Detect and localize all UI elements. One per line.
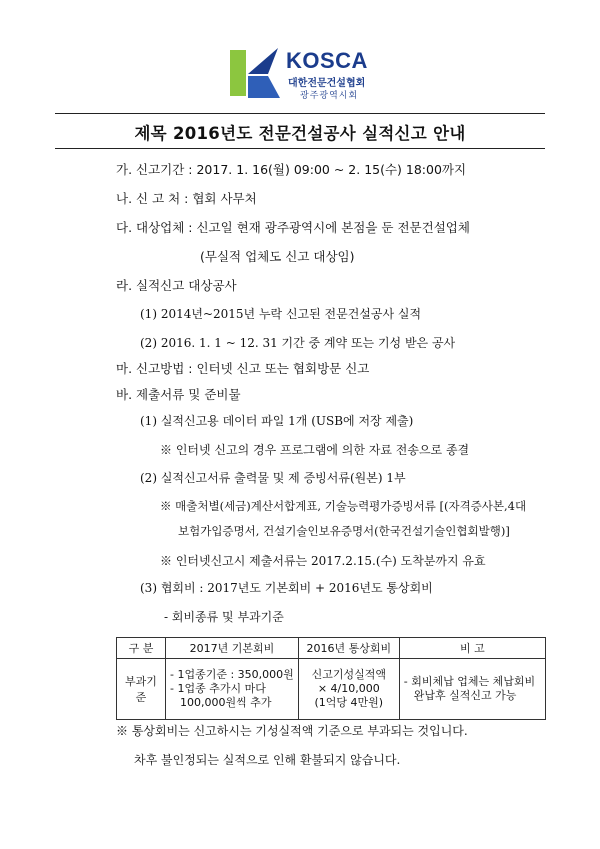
fee-basic-line: - 1업종 추가시 마다 bbox=[170, 682, 266, 695]
fee-table-row bbox=[117, 659, 546, 720]
fee-normal-line: 신고기성실적액 bbox=[311, 668, 386, 681]
fee-basic-line: - 1업종기준 : 350,000원 bbox=[170, 668, 294, 681]
item-docs: 바. 제출서류 및 준비물 bbox=[116, 387, 241, 402]
item-works: 라. 실적신고 대상공사 bbox=[116, 278, 237, 293]
title-rule-bottom bbox=[55, 148, 545, 149]
fee-basic-cell bbox=[166, 659, 299, 720]
item-docs-3-sub: - 회비종류 및 부과기준 bbox=[164, 610, 284, 624]
logo-branch: 광주광역시회 bbox=[300, 91, 359, 101]
footer-note-1: ※ 통상회비는 신고하시는 기성실적액 기준으로 부과되는 것입니다. bbox=[116, 724, 468, 738]
fee-remark-line: - 회비체납 업체는 체납회비 bbox=[403, 675, 536, 688]
fee-header-remark: 비 고 bbox=[399, 638, 545, 659]
item-period: 가. 신고기간 : 2017. 1. 16(월) 09:00 ~ 2. 15(수) 18:00까지 bbox=[116, 162, 467, 177]
item-target-note: (무실적 업체도 신고 대상임) bbox=[200, 249, 355, 264]
item-target: 다. 대상업체 : 신고일 현재 광주광역시에 본점을 둔 전문건설업체 bbox=[116, 220, 470, 235]
fee-header-basic: 2017년 기본회비 bbox=[166, 638, 299, 659]
logo-name: KOSCA bbox=[286, 48, 368, 73]
document-title: 제목 2016년도 전문건설공사 실적신고 안내 bbox=[134, 124, 466, 143]
fee-normal-line: (1억당 4만원) bbox=[314, 696, 384, 709]
kosca-logo bbox=[226, 44, 376, 104]
fee-remark-line: 완납후 실적신고 가능 bbox=[413, 689, 517, 702]
fee-table bbox=[116, 637, 546, 720]
fee-normal-line: × 4/10,000 bbox=[317, 682, 380, 695]
item-method: 마. 신고방법 : 인터넷 신고 또는 협회방문 신고 bbox=[116, 361, 370, 376]
item-docs-2-note1: ※ 매출처별(세금)계산서합계표, 기술능력평가증빙서류 [(자격증사본,4대 bbox=[160, 499, 527, 513]
item-office: 나. 신 고 처 : 협회 사무처 bbox=[116, 191, 257, 206]
kosca-logo-mark-icon bbox=[226, 44, 284, 102]
fee-row-label: 부과기준 bbox=[117, 659, 166, 720]
fee-basic-line: 100,000원씩 추가 bbox=[180, 696, 272, 709]
fee-header-normal: 2016년 통상회비 bbox=[298, 638, 399, 659]
item-docs-2-note1b: 보험가입증명서, 건설기술인보유증명서(한국건설기술인협회발행)] bbox=[178, 524, 510, 538]
fee-normal-cell bbox=[298, 659, 399, 720]
item-works-2: (2) 2016. 1. 1 ~ 12. 31 기간 중 계약 또는 기성 받은 공사 bbox=[140, 336, 456, 350]
footer-note-2: 차후 불인정되는 실적으로 인해 환불되지 않습니다. bbox=[134, 753, 401, 767]
logo-org: 대한전문건설협회 bbox=[288, 78, 366, 89]
item-works-1: (1) 2014년~2015년 누락 신고된 전문건설공사 실적 bbox=[140, 307, 422, 321]
item-docs-1: (1) 실적신고용 데이터 파일 1개 (USB에 저장 제출) bbox=[140, 414, 414, 428]
fee-table-header-row bbox=[117, 638, 546, 659]
title-rule-top bbox=[55, 113, 545, 114]
item-docs-3: (3) 협회비 : 2017년도 기본회비 + 2016년도 통상회비 bbox=[140, 581, 433, 595]
fee-remark-cell bbox=[399, 659, 545, 720]
item-docs-1-note: ※ 인터넷 신고의 경우 프로그램에 의한 자료 전송으로 종결 bbox=[160, 443, 470, 457]
item-docs-2-note2: ※ 인터넷신고시 제출서류는 2017.2.15.(수) 도착분까지 유효 bbox=[160, 554, 486, 568]
item-docs-2: (2) 실적신고서류 출력물 및 제 증빙서류(원본) 1부 bbox=[140, 471, 406, 485]
fee-header-category: 구 분 bbox=[117, 638, 166, 659]
